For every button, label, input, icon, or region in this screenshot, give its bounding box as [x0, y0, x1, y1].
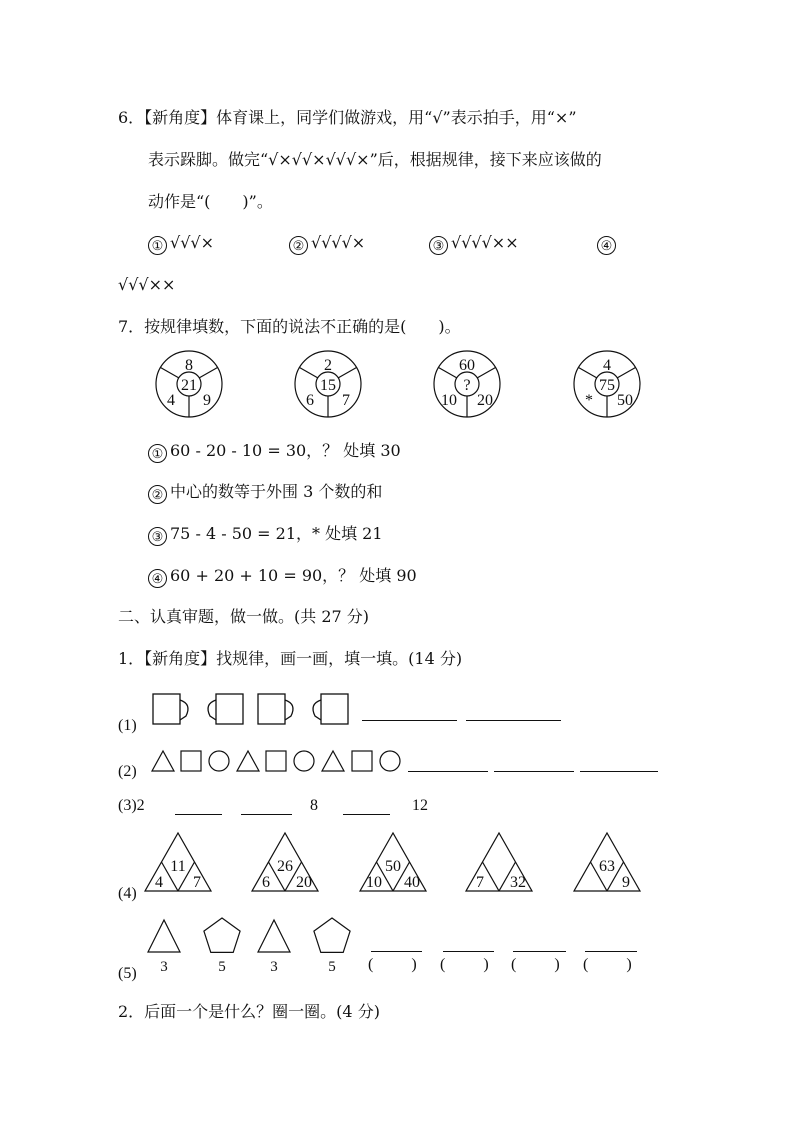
q6-line3: 动作是“( )”。	[148, 192, 273, 211]
shape-value: 5	[328, 959, 336, 975]
p5-label: (5)	[118, 965, 137, 982]
wheel-left-number: 6	[306, 392, 314, 409]
p3-number-12: 12	[412, 797, 428, 814]
wheel-right-number: 20	[477, 392, 493, 409]
option-text: 75 - 4 - 50 = 21，* 处填 21	[170, 524, 383, 543]
option-text: 中心的数等于外围 3 个数的和	[170, 482, 383, 501]
wheel-center-number: ?	[463, 377, 471, 394]
triangle-shape	[148, 920, 180, 952]
answer-blank[interactable]	[443, 950, 494, 952]
triangle-right-number: 7	[193, 874, 201, 891]
triangle-left-number: 10	[366, 874, 382, 891]
option-mark: ③	[429, 236, 448, 255]
paren-blank[interactable]: ( )	[440, 956, 491, 973]
wheel-top-number: 8	[185, 357, 193, 374]
triangle-shape	[258, 920, 290, 952]
option-mark: ②	[148, 485, 167, 504]
section2-heading: 二、认真审题，做一做。(共 27 分)	[118, 607, 370, 626]
paren-blank[interactable]: ( )	[368, 956, 419, 973]
option-text: √√√√××	[451, 233, 519, 252]
wheel-top-number: 2	[324, 357, 332, 374]
answer-blank[interactable]	[371, 950, 422, 952]
option-text: √√√×	[170, 233, 214, 252]
p4-label: (4)	[118, 885, 137, 902]
answer-blank[interactable]	[513, 950, 566, 952]
option-mark: ④	[148, 569, 167, 588]
pentagon-shape	[314, 918, 350, 952]
answer-blank[interactable]	[585, 950, 637, 952]
option-text: 60 + 20 + 10 = 90，？ 处填 90	[170, 566, 417, 585]
triangle-right-number: 20	[296, 874, 312, 891]
option-mark: ④	[597, 236, 616, 255]
triangle-right-number: 9	[622, 874, 630, 891]
wheel-right-number: 9	[203, 392, 211, 409]
shape-value: 3	[270, 959, 278, 975]
wheel-left-number: 10	[441, 392, 457, 409]
option-text: √√√√×	[311, 233, 366, 252]
triangle-top-number: 63	[599, 858, 615, 875]
wheel-top-number: 4	[603, 357, 611, 374]
q1-stem: 1．【新角度】找规律，画一画，填一填。(14 分)	[118, 649, 463, 668]
q6-line1: 6．【新角度】体育课上，同学们做游戏，用“√”表示拍手，用“×”	[118, 108, 577, 127]
wheel-center-number: 75	[599, 377, 615, 394]
triangle-top-number: 11	[170, 858, 186, 875]
triangle-top-number: 50	[385, 858, 401, 875]
triangle-left-number: 6	[262, 874, 270, 891]
p1-label: (1)	[118, 717, 137, 734]
option-mark: ①	[148, 236, 167, 255]
triangle-top-number: 26	[277, 858, 293, 875]
option-mark: ①	[148, 444, 167, 463]
wheel-right-number: 50	[617, 392, 633, 409]
wheel-right-number: 7	[342, 392, 350, 409]
q6-option-4-wrap: √√√××	[118, 275, 176, 294]
triangle-left-number: 7	[476, 874, 484, 891]
option-mark: ②	[289, 236, 308, 255]
triangle-right-number: 32	[510, 874, 526, 891]
q2-stem: 2．后面一个是什么？圈一圈。(4 分)	[118, 1002, 380, 1021]
q6-line2: 表示跺脚。做完“√×√√×√√√×”后，根据规律，接下来应该做的	[148, 150, 602, 169]
shape-value: 5	[218, 959, 226, 975]
option-text: 60 - 20 - 10 = 30，？ 处填 30	[170, 441, 401, 460]
triangle-right-number: 40	[404, 874, 420, 891]
wheel-left-number: 4	[167, 392, 175, 409]
wheel-left-number: *	[585, 392, 593, 409]
triangle-left-number: 4	[155, 874, 163, 891]
option-mark: ③	[148, 527, 167, 546]
paren-blank[interactable]: ( )	[583, 956, 634, 973]
shape-value: 3	[160, 959, 168, 975]
p3-number-8: 8	[310, 797, 318, 814]
pentagon-shape	[204, 918, 240, 952]
q7-stem: 7．按规律填数，下面的说法不正确的是( )。	[118, 317, 461, 336]
wheel-top-number: 60	[459, 357, 475, 374]
p2-label: (2)	[118, 763, 137, 780]
wheel-center-number: 21	[181, 377, 197, 394]
paren-blank[interactable]: ( )	[511, 956, 562, 973]
wheel-center-number: 15	[320, 377, 336, 394]
p3-label: (3)2	[118, 797, 145, 814]
